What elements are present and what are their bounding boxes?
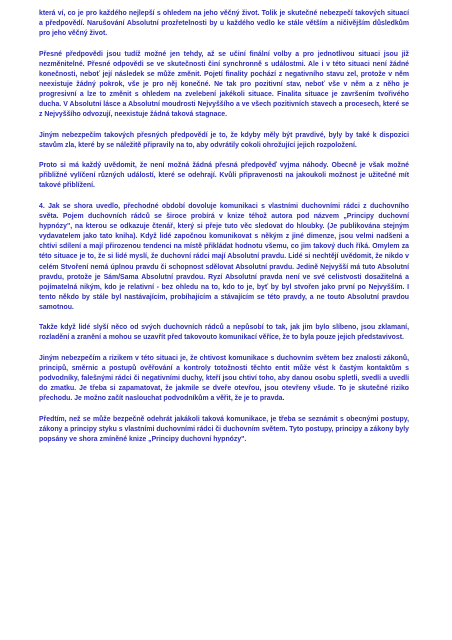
- paragraph-evil-states: Jiným nebezpečím takových přesných předpovědí je to, že kdyby měly být pravdivé, byly by také k dispozici stavům zla, které by se náležitě připravily na to, aby odvrátily cokoli ohrožující jejich rozpoložení.: [39, 131, 409, 149]
- paragraph-risk-impostors: Jiným nebezpečím a rizikem v této situaci je, že chtivost komunikace s duchovním světem bez znalosti zákonů, principů, směrnic a postupů ověřování a kontroly totožnosti těchto entit může vést k častým kontaktům s podvodníky, falešnými rádci či negativními duchy, kteří jsou chtiví toho, aby danou osobu spletli, svedli a uvedli do zmatku. Je třeba si zapamatovat, že jakmile se dveře otevřou, jsou otevřeny všude. To je skutečné riziko přechodu. Je možno začít naslouchat podvodníkům a věřit, že je to pravda.: [39, 354, 409, 403]
- paragraph-safe-communication: Předtím, než se může bezpečně odehrát jakákoli taková komunikace, je třeba se seznámit s obecnými postupy, zákony a principy styku s vlastními duchovními rádci či duchovním světem. Tyto postupy, principy a zákony byly popsány ve shora zmíněné knize „Principy duchovní hypnózy".: [39, 415, 409, 444]
- paragraph-prediction-danger: která ví, co je pro každého nejlepší s ohledem na jeho věčný život. Tolik je skutečné nebezpečí takových situací a předpovědí. Narušování Absolutní prozřetelnosti by u každého vedlo ke stále větším a ničivějším důsledkům pro jeho věčný život.: [39, 10, 409, 38]
- paragraph-disappointment: Takže když lidé slyší něco od svých duchovních rádců a nepůsobí to tak, jak jim bylo slíbeno, jsou zklamaní, rozladění a zranění a mohou se uzavřít před takovouto komunikací věříce, že to byla pouze jejich představivost.: [39, 324, 409, 342]
- paragraph-precise-predictions: Přesné předpovědi jsou tudíž možné jen tehdy, až se učiní finální volby a pro jednotlivou situaci jsou již nezměnitelné. Přesné odpovědi se ve skutečnosti činí synchronně s událostmi. Ale i v této situaci není žádné konečnosti, neboť její následek se může změnit. Pojetí finality pochází z negativního stavu zel, protože v něm neexistuje žádný pokrok, vše je pro něj konečné. Ne tak pro pozitivní stav, neboť vše v něm a z něho je progresivní a lze to změnit s ohledem na zvelebení jakékoli situace. Finalita situace je završením tvořivého ducha. V Absolutní lásce a Absolutní moudrosti Nejvyššího a ve všech pozitivních stavech a procesech, které se z Nejvyššího odvozují, neexistuje žádná taková stagnace.: [39, 50, 409, 119]
- paragraph-spiritual-advisors: 4. Jak se shora uvedlo, přechodné období dovoluje komunikaci s vlastními duchovními rádci z duchovního světa. Pojem duchovních rádců se široce probírá v knize téhož autora pod názvem „Principy duchovní hypnózy", na kterou se odkazuje čtenář, který si přeje tuto věc sledovat do hloubky. (Je publikována stejným vydavatelem jako tato kniha). Když lidé započnou komunikovat s někým z jiné dimenze, jsou velmi nadšeni a chtívi sdílení a mají přirozenou tendenci na místě přikládat hodnotu všemu, co jim takový duch říká. Omylem za této situace je to, že si lidé myslí, že duchovní rádci mají Absolutní pravdu. Lidé si nechtějí uvědomit, že nikdo v celém Stvoření nemá úplnou pravdu či schopnost sdělovat Absolutní pravdu. Jedině Nejvyšší má tuto Absolutní pravdu, protože je Sám/Sama Absolutní pravdou. Ryzí Absolutní pravda není ve své celistvosti dosažitelná a pojímatelná nikým, kdo je relativní - bez ohledu na to, kdo to je, byť by byl stvořen jako první po Nejvyšším. I tento někdo by stále byl nastávajícím, probíhajícím a stávajícím se této pravdy, a ne touto Absolutní pravdou samotnou.: [39, 202, 409, 311]
- paragraph-approximation: Proto si má každý uvědomit, že není možná žádná přesná předpověď vyjma náhody. Obecně je však možné přibližné vylíčení různých událostí, které se odehrají. Kvůli připravenosti na jakoukoli možnost je užitečné mít takové přiblížení.: [39, 162, 409, 190]
